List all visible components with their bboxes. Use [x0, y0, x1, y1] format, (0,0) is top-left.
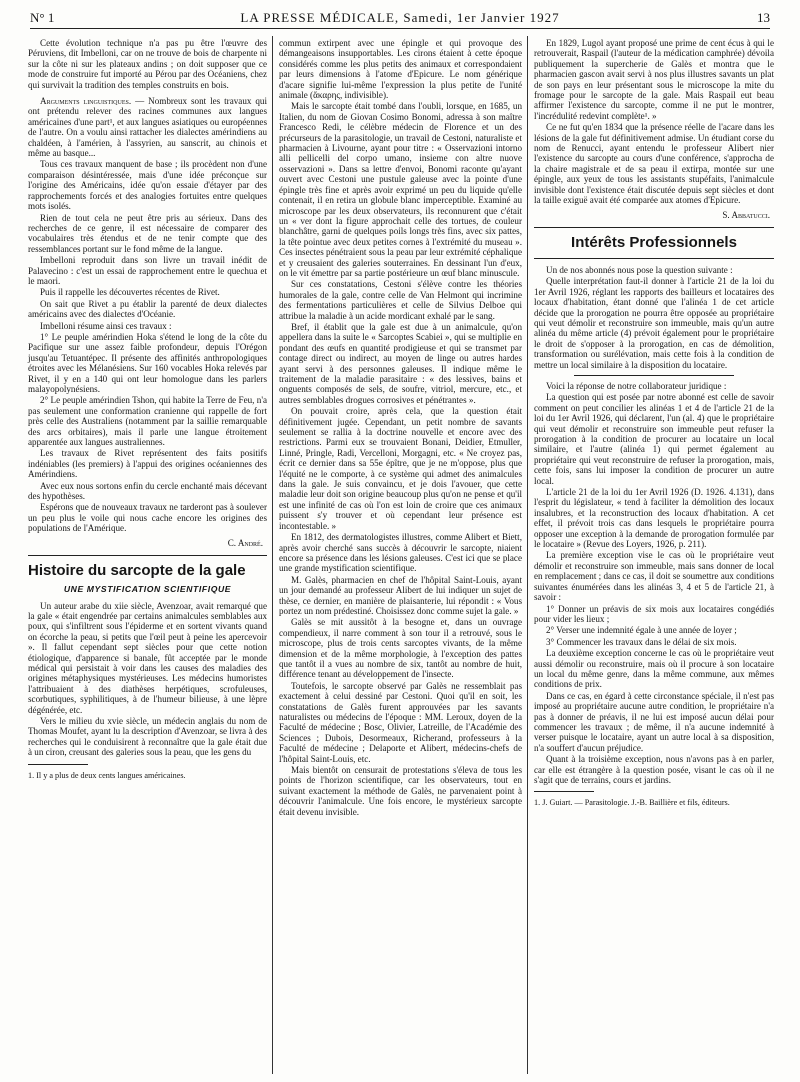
paragraph	[28, 96, 267, 158]
footnote: 1. Il y a plus de deux cents langues américaines.	[28, 770, 186, 780]
paragraph: Un de nos abonnés nous pose la question suivante :	[546, 264, 733, 275]
title-underline	[534, 258, 774, 259]
paragraph: Vers le milieu du xvie siècle, un médecin anglais du nom de Thomas Moufet, ayant lu la description d'Avenzoar, se livra à des recherches qui le conduisirent à reconnaître que la gale était due à un ciron, creusant des galeries sous la peau, que les gens du	[28, 715, 267, 758]
paragraph: Les travaux de Rivet représentent des faits positifs indéniables (les premiers) à l'appui des origines océaniennes des Amérindiens.	[28, 448, 267, 480]
section-divider	[28, 555, 267, 556]
paragraph: Un auteur arabe du xiie siècle, Avenzoar, avait remarqué que la gale « était engendrée par certains animalcules semblables aux poux, qui s'infiltrent sous l'épiderme et en sortent vivants quand on écorche la peau, si petits que l'œil peut à peine les apercevoir ». Il fallut cependant sept siècles pour que cette notion étiologique, d'apparence si banale, fût acceptée par le monde médical qui persistait à voir dans les causes des maladies des origines métaphysiques mystérieuses. Les médecins humoristes l'attribuaient à des diathèses herpétiques, scrofuleuses, scorbutiques, syphilitiques, à de l'humeur bilieuse, à une lèpre dégénérée, etc.	[28, 600, 267, 715]
paragraph: M. Galès, pharmacien en chef de l'hôpital Saint-Louis, ayant un jour demandé au professeur Alibert de lui indiquer un sujet de thèse, ce dernier, en manière de plaisanterie, lui répondit : « Vous portez un nom prédestiné. Choisissez donc comme sujet la gale. »	[279, 574, 522, 616]
list-item: 2° Verser une indemnité égale à une année de loyer ;	[546, 625, 737, 636]
paragraph: La deuxième exception concerne le cas où le propriétaire veut aussi démolir ou reconstruire, mais où il procure à son locataire un local du même genre, dans la même commune, aux mêmes conditions de prix.	[534, 648, 774, 690]
column-left	[28, 38, 267, 782]
paragraph: En 1812, des dermatologistes illustres, comme Alibert et Biett, après avoir cherché sans succès à découvrir le sarcopte, niaient encore sa présence dans les lésions galeuses. C'est ici que se place une grande mystification scientifique.	[279, 532, 522, 574]
paragraph: Dans ce cas, en égard à cette circonstance spéciale, il n'est pas imposé au propriétaire aucune autre condition, le propriétaire n'a pas à donner de préavis, il ne lui est imposé aucun délai pour commencer les travaux ; de même, il n'a aucune indemnité à verser puisque le locataire, ayant un autre local à sa disposition, n'a souffert d'aucun préjudice.	[534, 690, 774, 753]
column-rule-1	[272, 36, 273, 1074]
column-rule-2	[527, 36, 528, 1074]
paragraph: On sait que Rivet a pu établir la parenté de deux dialectes américains avec des dialectes d'Océanie.	[28, 298, 267, 320]
article-title: Histoire du sarcopte de la gale	[28, 562, 246, 580]
footnote-rule	[28, 764, 88, 765]
paragraph: Puis il rappelle les découvertes récentes de Rivet.	[40, 287, 220, 298]
conditions-list	[534, 604, 774, 648]
section-lead: Arguments linguistiques.	[40, 96, 132, 107]
paragraph: 1° Le peuple amérindien Hoka s'étend le long de la côte du Pacifique sur une assez faible profondeur, depuis l'Orégon jusqu'au Tetuantépec. Il présente des affinités anthropologiques étroites avec les Mélanésiens. Sur 160 vocables Hoka relevés par Rivet, il y en a 140 qui ont leur homologue dans les parlers malayopolynésiens.	[28, 331, 267, 394]
author-signature: S. Abbatucci.	[722, 209, 770, 220]
footnote-rule	[534, 791, 594, 792]
paragraph: La question qui est posée par notre abonné est celle de savoir comment on peut concilier les alinéas 1 et 4 de l'article 21 de la loi du 1er Avril 1926, qui déclarent, l'un (al. 4) que le propriétaire qui veut démolir et reconstruire son immeuble peut refuser la prorogation à la condition de procurer au locataire un local similaire, et l'autre (alinéa 1) qui permet également au propriétaire qui veut reconstruire de refuser la prorogation, mais, cette fois, sans lui imposer la condition de procurer un autre local.	[534, 392, 774, 486]
paragraph: Galès se mit aussitôt à la besogne et, dans un ouvrage compendieux, il narre comment à son tour il a retrouvé, sous le microscope, plus de trois cents sarcoptes vivants, de la même dimension et de la même morphologie, à l'exception des pattes que tantôt il a vues au nombre de six, tantôt au nombre de huit, différence tenant au développement de l'insecte.	[279, 617, 522, 680]
paragraph: 2° Le peuple amérindien Tshon, qui habite la Terre de Feu, n'a pas seulement une conformation cranienne qui rappelle de fort près celle des Australiens (notamment par la saillie remarquable des arcs orbitaires), mais il parle une langue étroitement apparentée aux langues australiennes.	[28, 395, 267, 448]
footnote: 1. J. Guiart. — Parasitologie. J.-B. Baillière et fils, éditeurs.	[534, 798, 730, 808]
paragraph: Avec eux nous sortons enfin du cercle enchanté mais décevant des hypothèses.	[28, 480, 267, 502]
list-item: 3° Commencer les travaux dans le délai de six mois.	[546, 636, 737, 647]
list-item: 1° Donner un préavis de six mois aux locataires congédiés pour vider les lieux ;	[534, 603, 774, 624]
paragraph: On pouvait croire, après cela, que la question était définitivement jugée. Cependant, un petit nombre de savants seulement se rallia à la doctrine nouvelle et encore avec des restrictions. Parmi eux se trouvaient Bonani, Deidier, Etmuller, Linné, Pringle, Radi, Vercelloni, Morgagni, etc. « Ne croyez pas, écrit ce dernier dans sa 55e épître, que je ne m'oppose, plus que l'équité ne le comporte, à ce système qui admet des animalcules dans la gale. Je suis convaincu, et je dois l'avouer, que cette maladie leur doit son origine beaucoup plus qu'on ne pense et qu'il est une infinité de cas où l'on est loin de croire que ces animaux puissent s'y trouver et où cependant leur présence est incontestable. »	[279, 406, 522, 531]
paragraph: Cette évolution technique n'a pas pu être l'œuvre des Péruviens, dit Imbelloni, car on ne trouve de bois de charpente ni sur la côte ni sur les plateaux andins ; on doit supposer que ce mode de construire fut importé au Pérou par des Océaniens, chez qui survivait la tradition des temples construits en bois.	[28, 38, 267, 90]
running-header	[30, 6, 770, 29]
journal-title: LA PRESSE MÉDICALE, Samedi, 1er Janvier 1927	[240, 10, 560, 25]
column-middle	[279, 38, 522, 818]
paragraph: Sur ces constatations, Cestoni s'élève contre les théories humorales de la gale, contre celle de Van Helmont qui incrimine des fermentations particulières et celle de Silvius Delboe qui attribue la maladie à un acide mordicant exhalé par le sang.	[279, 279, 522, 321]
paragraph: Mais bientôt on censurait de protestations s'éleva de tous les points de l'horizon scientifique, car les observateurs, tout en suivant exactement la méthode de Galès, ne parvenaient point à découvrir l'animalcule. Une fois encore, le mystérieux sarcopte était devenu invisible.	[279, 765, 522, 817]
paragraph: Voici la réponse de notre collaborateur juridique :	[546, 380, 727, 391]
paragraph: Quelle interprétation faut-il donner à l'article 21 de la loi du 1er Avril 1926, réglant les rapports des bailleurs et locataires des locaux d'habitation, étant donné que l'alinéa 1 de cet article décide que la prorogation ne pourra être opposée au propriétaire qui veut démolir et reconstruire son immeuble, mais qu'un autre alinéa du même article (4) prévoit également pour le propriétaire le droit de s'opposer à la prorogation, en cas de démolition, transformation ou surélévation, mais cette fois à la condition de mettre un local similaire à la disposition du locataire.	[534, 276, 774, 370]
paragraph: commun extirpent avec une épingle et qui provoque des démangeaisons insupportables. Les cirons étaient à cette époque considérés comme les plus petits des animaux et correspondaient par leurs dimensions à l'atome d'Epicure. Le nom générique d'acare signifie lui-même l'expression la plus petite de l'unité animale (ἄκαρης, indivisible).	[279, 38, 522, 101]
paragraph: La première exception vise le cas où le propriétaire veut démolir et reconstruire son immeuble, mais sans donner de local en remplacement ; dans ce cas, il doit se soumettre aux conditions suivantes énumérées dans les alinéas 3, 4 et 5 de l'article 21, à savoir :	[534, 550, 774, 603]
paragraph: Espérons que de nouveaux travaux ne tarderont pas à soulever un peu plus le voile qui nous cache encore les origines des populations de l'Amérique.	[28, 502, 267, 534]
section-divider	[534, 227, 774, 228]
paragraph: Imbelloni résume ainsi ces travaux :	[40, 320, 172, 331]
paragraph: Tous ces travaux manquent de base ; ils procèdent non d'une comparaison désintéressée, mais d'une idée préconçue sur l'origine des Américains, idée qu'on essaie d'étayer par des rapprochements forcés et des analogies fortuites entre quelques mots isolés.	[28, 159, 267, 212]
paragraph: En 1829, Lugol ayant proposé une prime de cent écus à qui le retrouverait, Raspail (l'auteur de la médication camphrée) dévoila publiquement la supercherie de Galès et montra que le pharmacien gascon avait servi à nos plus illustres savants un plat de son pays en leur présentant sous le microscope la mite du fromage pour le sarcopte de la gale. Mais Raspail eut beau affirmer l'existence du sarcopte, comme il ne put le montrer, l'incrédulité redevint complète¹. »	[534, 38, 774, 121]
section-title: Intérêts Professionnels	[571, 233, 737, 251]
paragraph: Quant à la troisième exception, nous n'avons pas à en parler, car elle est étrangère à la question posée, visant le cas où il ne s'agit que de terrains, cours et jardins.	[534, 754, 774, 785]
issue-number: N° 1	[30, 10, 55, 25]
author-signature: C. André.	[227, 537, 263, 548]
page-number: 13	[757, 10, 770, 25]
paragraph: L'article 21 de la loi du 1er Avril 1926 (D. 1926. 4.131), dans l'esprit du législateur, « tend à faciliter la démolition des locaux insalubres, et la reconstruction des locaux d'habitation. A cet effet, il prévoit trois cas dans lesquels le propriétaire pourra opposer une exception à la demande de prorogation formulée par le locataire » (Revue des Loyers, 1926, p. 211).	[534, 487, 774, 550]
paragraph: Toutefois, le sarcopte observé par Galès ne ressemblait pas exactement à celui dessiné par Cestoni. Quoi qu'il en soit, les constatations de Galès furent approuvées par les savants naturalistes ou médecins de l'époque : MM. Leroux, doyen de la Faculté de médecine ; Bosc, Olivier, Latreille, de l'Académie des Sciences ; Dubois, Desormeaux, Richerand, professeurs à la Faculté de médecine ; Delaporte et Alibert, médecins-chefs de l'hôpital Saint-Louis, etc.	[279, 680, 522, 764]
paragraph: Ce ne fut qu'en 1834 que la présence réelle de l'acare dans les lésions de la gale fut définitivement admise. Un étudiant corse du nom de Renucci, ayant entendu le professeur Alibert nier l'existence du sarcopte au cours d'une conférence, s'approcha de la chaire magistrale et de sa peau il extirpa, montée sur une épingle, aux yeux de tous les assistants stupéfaits, l'animalcule invisible dont l'existence était discutée depuis sept siècles et dont la taille exiguë avait été comparée aux atomes d'Epicure.	[534, 122, 774, 206]
column-right	[534, 38, 774, 810]
divider	[574, 375, 734, 376]
article-subtitle: UNE MYSTIFICATION SCIENTIFIQUE	[63, 584, 232, 595]
paragraph: Bref, il établit que la gale est due à un animalcule, qu'on appellera dans la suite le « Sarcoptes Scabiei », qui se multiplie en pondant des œufs en quantité prodigieuse et qui se transmet par contage direct ou indirect, au moyen de linge ou autres hardes ayant servi à des personnes galeuses. Il indique même le traitement de la maladie parasitaire : « des lessives, bains et onguents composés de sels, de soufre, vitriol, mercure, etc., et autres semblables drogues corrosives et pénétrantes ».	[279, 321, 522, 405]
paragraph-text: — Nombreux sont les travaux qui ont prétendu relever des racines communes aux langues américaines d'une part¹, et aux langues asiatiques ou européennes de l'autre. On a voulu ainsi rattacher les dialectes amérindiens au chaldéen, à l'amérien, à l'assyrien, au sanscrit, au chinois et même au basque...	[28, 96, 268, 159]
paragraph: Imbelloni reproduit dans son livre un travail inédit de Palavecino : c'est un essai de rapprochement entre le quechua et le maori.	[28, 255, 267, 286]
paragraph: Rien de tout cela ne peut être pris au sérieux. Dans des recherches de ce genre, il est nécessaire de comparer des vocabulaires très étendus et de ne tenir compte que des ressemblances portant sur le fond même de la langue.	[28, 212, 267, 254]
paragraph: Mais le sarcopte était tombé dans l'oubli, lorsque, en 1685, un Italien, du nom de Giovan Cosimo Bonomi, adressa à son maître Francesco Redi, le célèbre médecin de Florence et un des précurseurs de la parasitologie, un travail de Cestoni, naturaliste et pharmacien à Livourne, ayant pour titre : « Osservazioni intorno alli pellicelli del corpo umano, insieme con altre nuove osservazioni ». Dans sa lettre d'envoi, Bonomi raconte qu'ayant ouvert avec Cestoni une pustule galeuse avec la pointe d'une épingle très fine et après avoir exprimé un peu du liquide qu'elle contenait, il en retira un globule blanc imperceptible. Examiné au microscope par les deux observateurs, ils reconnurent que c'était un « ver dont la figure approchait celle des tortues, de couleur blanchâtre, garni de quelques poils longs très fins, avec six pattes, la tête pointue avec deux petites cornes à l'extrémité du museau ». Ces insectes pénétraient sous la peau par leur extrémité céphalique et y creusaient des galeries souterraines. En dessinant l'un d'eux, on le vit émettre par sa partie postérieure un œuf blanc minuscule.	[279, 101, 522, 278]
